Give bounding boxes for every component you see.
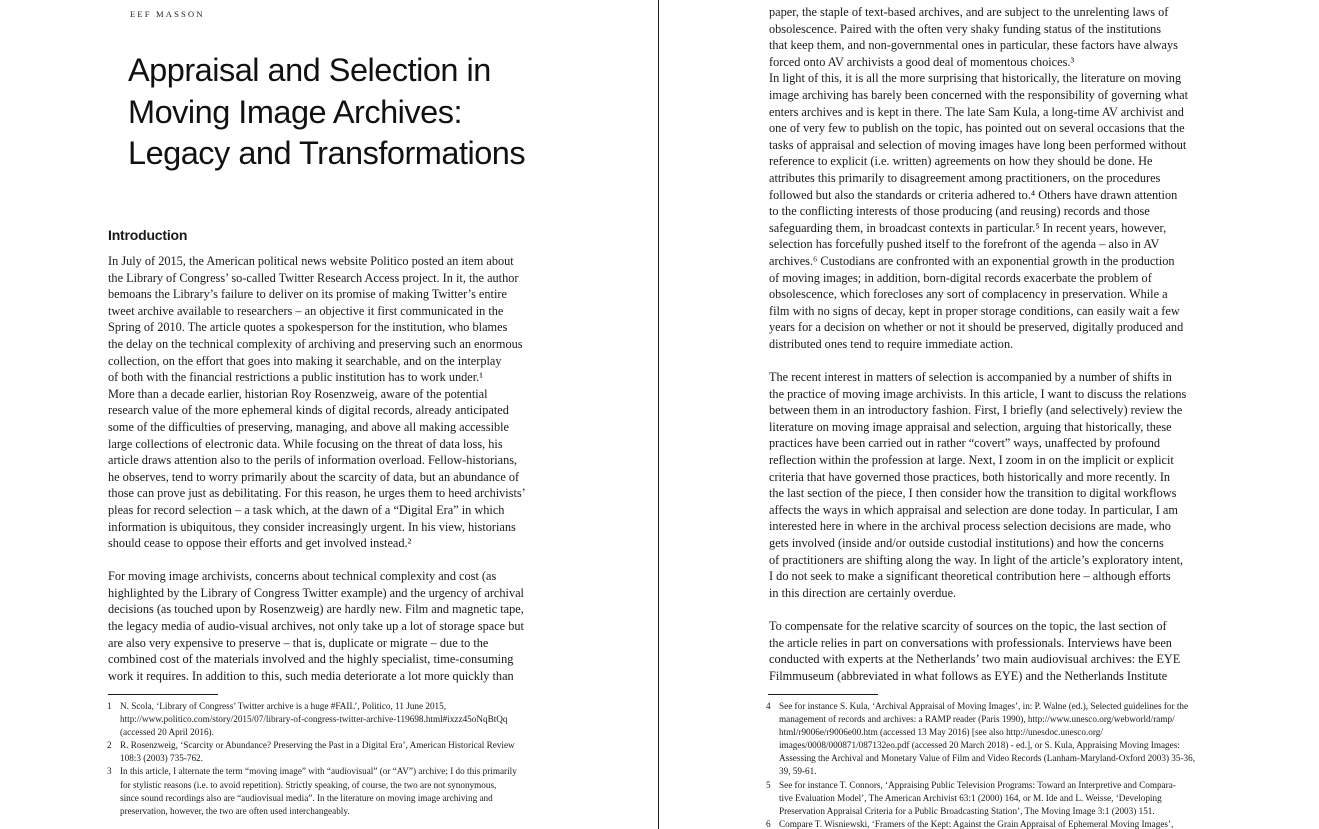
text-line: collection, on the effort that goes into making it searchable, and on the interplay: [108, 353, 502, 368]
text-line: interested here in where in the archival process selection decisions are made, who: [769, 519, 1171, 534]
footnote-line: Preservation Appraisal Criteria for a Public Broadcasting Station’, The Moving Image 3:1 (2003) 151.: [779, 805, 1155, 816]
running-head-author: EEF MASSON: [130, 9, 205, 19]
text-line: More than a decade earlier, historian Roy Rosenzweig, aware of the potential: [108, 386, 488, 401]
text-line: to the conflicting interests of those producing (and reusing) records and those: [769, 204, 1150, 219]
footnote: [107, 739, 517, 765]
text-line: distributed ones tend to require immediate action.: [769, 336, 1014, 351]
paragraph-gap: [769, 601, 1234, 618]
section-heading-introduction: Introduction: [108, 227, 188, 243]
text-line: combined cost of the materials involved and the highly specialist, time-consuming: [108, 652, 514, 667]
footnote-line: since sound recordings also are “audiovisual media”. In the literature on moving image archiving and: [120, 792, 493, 803]
footnote-line: Assessing the Archival and Monetary Value of Film and Video Records (Lanham-Maryland-Oxford 2003) 35-36,: [779, 753, 1196, 764]
text-line: work it requires. In addition to this, such media deteriorate a lot more quickly than: [108, 668, 514, 683]
text-line: image archiving has barely been concerned with the responsibility of governing what: [769, 87, 1188, 102]
footnote-number: 6: [766, 818, 771, 829]
text-line: that keep them, and non-governmental ones in particular, these factors have always: [769, 38, 1178, 53]
text-line: reflection within the profession at large. Next, I zoom in on the implicit or explicit: [769, 453, 1174, 468]
text-line: of both with the financial restrictions a public institution has to work under.¹: [108, 370, 483, 385]
paragraph: [108, 568, 568, 684]
text-line: In light of this, it is all the more surprising that historically, the literature on moving: [769, 71, 1182, 86]
text-line: are also very expensive to preserve – that is, duplicate or migrate – due to the: [108, 635, 489, 650]
text-line: the last section of the piece, I then consider how the transition to digital workflows: [769, 486, 1177, 501]
text-line: In July of 2015, the American political news website Politico posted an item about: [108, 254, 514, 268]
text-line: research value of the more ephemeral kinds of digital records, already anticipated: [108, 403, 509, 418]
footnote-line: In this article, I alternate the term “moving image” with “audiovisual” (or “AV”) archive; I do this primarily: [120, 766, 517, 777]
footnote-number: 1: [107, 701, 112, 711]
title-line: Moving Image Archives:: [128, 93, 463, 130]
footnote-number: 3: [107, 766, 112, 777]
footnote: [107, 765, 517, 817]
text-line: pleas for record selection – a task which, at the dawn of a “Digital Era” in which: [108, 502, 505, 517]
footnote-line: preservation, however, the two are often used interchangeably.: [120, 805, 350, 816]
text-line: To compensate for the relative scarcity of sources on the topic, the last section of: [769, 618, 1167, 633]
footnote: [766, 779, 1195, 818]
paragraph-gap: [108, 552, 568, 569]
text-line: some of the difficulties of preserving, managing, and above all making accessible: [108, 419, 510, 434]
text-line: the delay on the technical complexity of archiving and preserving such an enormous: [108, 336, 523, 351]
text-line: of practitioners are shifting along the way. In light of the article’s exploratory intent,: [769, 552, 1184, 567]
text-line: attributes this primarily to disagreement among practitioners, on the procedures: [769, 170, 1161, 185]
text-line: between them in an introductory fashion. First, I briefly (and selectively) review the: [769, 403, 1183, 418]
right-footnotes: [766, 700, 1196, 829]
footnote-divider: [108, 694, 218, 695]
text-line: years for a decision on whether or not it should be preserved, digitally produced and: [769, 320, 1184, 335]
page-divider: [658, 0, 659, 829]
title-line: Legacy and Transformations: [128, 135, 526, 171]
text-line: highlighted by the Library of Congress Twitter example) and the urgency of archival: [108, 585, 524, 600]
footnote-line: tive Evaluation Model’, The American Archivist 63:1 (2000) 164, or M. Ide and L. Weisse, ‘Developing: [779, 792, 1162, 803]
text-line: I do not seek to make a significant theoretical contribution here – although efforts: [769, 569, 1171, 584]
text-line: criteria that have governed those practices, both historically and more recently. In: [769, 469, 1171, 484]
text-line: information is ubiquitous, they consider increasingly urgent. In his view, historians: [108, 519, 516, 534]
right-page: [660, 0, 1319, 829]
text-line: paper, the staple of text-based archives, and are subject to the unrelenting laws of: [769, 5, 1169, 19]
paragraph: [769, 369, 1234, 601]
footnote-line: html/r9006e/r9006e00.htm (accessed 13 May 2016) [see also http://unesdoc.unesco.org/: [779, 727, 1103, 738]
footnote-line: Compare T. Wisniewski, ‘Framers of the Kept: Against the Grain Appraisal of Ephemeral Moving Images’,: [779, 818, 1174, 829]
footnote-number: 5: [766, 779, 771, 790]
footnote-line: (accessed 20 April 2016).: [120, 727, 214, 738]
footnote: [107, 700, 517, 739]
text-line: followed but also the standards or criteria adhered to.⁴ Others have drawn attention: [769, 187, 1178, 202]
footnote-line: http://www.politico.com/story/2015/07/library-of-congress-twitter-archive-119698.html#ixzz45oNqBtQq: [120, 714, 508, 725]
paragraph: [108, 253, 568, 552]
footnote-line: See for instance S. Kula, ‘Archival Appraisal of Moving Images’, in: P. Walne (ed.), Selected guidelines for the: [779, 701, 1189, 711]
footnote-line: R. Rosenzweig, ‘Scarcity or Abundance? Preserving the Past in a Digital Era’, American Historical Review: [120, 740, 515, 751]
text-line: affects the ways in which appraisal and selection are done today. In particular, I am: [769, 502, 1178, 517]
text-line: safeguarding them, in broadcast contexts in particular.⁵ In recent years, however,: [769, 220, 1167, 235]
text-line: in this direction are certainly overdue.: [769, 585, 957, 600]
text-line: article draws attention also to the perils of information overload. Fellow-historians,: [108, 453, 518, 468]
footnote-line: management of records and archives: a RAMP reader (Paris 1990), http://www.unesco.org/webworld/ramp/: [779, 714, 1175, 725]
text-line: For moving image archivists, concerns about technical complexity and cost (as: [108, 569, 497, 584]
text-line: the article relies in part on conversations with professionals. Interviews have been: [769, 635, 1172, 650]
footnote-line: N. Scola, ‘Library of Congress’ Twitter archive is a huge #FAIL’, Politico, 11 June 2015,: [120, 701, 447, 711]
footnote: [766, 700, 1196, 779]
text-line: film with no signs of decay, kept in proper storage conditions, can easily wait a few: [769, 303, 1180, 318]
text-line: of moving images; in addition, born-digital records exacerbate the problem of: [769, 270, 1152, 285]
text-line: gets involved (inside and/or outside custodial institutions) and how the concerns: [769, 536, 1164, 550]
text-line: bemoans the Library’s failure to deliver on its promise of making Twitter’s entire: [108, 287, 507, 302]
text-line: archives.⁶ Custodians are confronted with an exponential growth in the production: [769, 253, 1175, 268]
text-line: tasks of appraisal and selection of moving images have long been performed without: [769, 137, 1187, 152]
footnote-line: images/0008/000871/087132eo.pdf (accessed 20 March 2018) - ed.], or S. Kula, Appraising Moving Images:: [779, 740, 1180, 751]
text-line: tweet archive available to researchers – an objective it first communicated in the: [108, 303, 504, 318]
text-line: practices have been carried out in rather “covert” ways, unaffected by profound: [769, 436, 1161, 451]
title-line: Appraisal and Selection in: [128, 52, 491, 88]
text-line: obsolescence. Paired with the often very shaky funding status of the institutions: [769, 21, 1162, 36]
footnote-line: See for instance T. Connors, ‘Appraising Public Television Programs: Toward an Interpretive and Compara-: [779, 779, 1176, 790]
text-line: decisions (as touched upon by Rosenzweig) are hardly new. Film and magnetic tape,: [108, 602, 524, 617]
text-line: Filmmuseum (abbreviated in what follows as EYE) and the Netherlands Institute: [769, 668, 1168, 683]
right-body-text: [769, 4, 1234, 684]
footnote-line: 39, 59-61.: [779, 766, 817, 777]
text-line: forced onto AV archivists a good deal of momentous choices.³: [769, 54, 1075, 69]
text-line: reference to explicit (i.e. written) agreements on how they should be done. He: [769, 154, 1153, 169]
text-line: literature on moving image appraisal and selection, arguing that historically, these: [769, 419, 1172, 434]
text-line: selection has forcefully pushed itself to the forefront of the agenda – also in AV: [769, 237, 1160, 252]
text-line: enters archives and is kept in there. The late Sam Kula, a long-time AV archivist and: [769, 104, 1184, 119]
paragraph: [769, 618, 1234, 684]
left-body-text: [108, 253, 568, 684]
text-line: conducted with experts at the Netherlands’ two main audiovisual archives: the EYE: [769, 652, 1181, 667]
footnote-number: 4: [766, 701, 771, 711]
paragraph: [769, 4, 1234, 352]
footnote-divider: [768, 694, 878, 695]
text-line: the practice of moving image archivists. In this article, I want to discuss the relations: [769, 386, 1187, 401]
footnote-line: for stylistic reasons (i.e. to avoid repetition). Strictly speaking, of course, the two are not synonymous,: [120, 779, 497, 790]
text-line: The recent interest in matters of selection is accompanied by a number of shifts in: [769, 370, 1172, 385]
text-line: large collections of electronic data. While focusing on the threat of data loss, his: [108, 436, 503, 451]
text-line: he observes, tend to worry primarily about the scarcity of data, but an abundance of: [108, 469, 520, 484]
text-line: the Library of Congress’ so-called Twitter Research Access project. In it, the author: [108, 270, 519, 285]
footnote-number: 2: [107, 740, 112, 751]
footnote: [766, 818, 1195, 829]
paragraph-gap: [769, 352, 1234, 369]
text-line: those can prove just as debilitating. For this reason, he urges them to heed archivists’: [108, 486, 526, 501]
text-line: one of very few to publish on the topic, has pointed out on several occasions that the: [769, 121, 1185, 136]
footnote-line: 108:3 (2003) 735-762.: [120, 753, 203, 764]
text-line: should cease to oppose their efforts and get involved instead.²: [108, 536, 412, 551]
left-page: [0, 0, 658, 829]
left-footnotes: [107, 700, 517, 818]
article-title: [128, 50, 525, 175]
text-line: Spring of 2010. The article quotes a spokesperson for the institution, who blames: [108, 320, 508, 335]
text-line: obsolescence, which forecloses any sort of complacency in preservation. While a: [769, 287, 1168, 302]
text-line: the legacy media of audio-visual archives, not only take up a lot of storage space but: [108, 619, 524, 634]
